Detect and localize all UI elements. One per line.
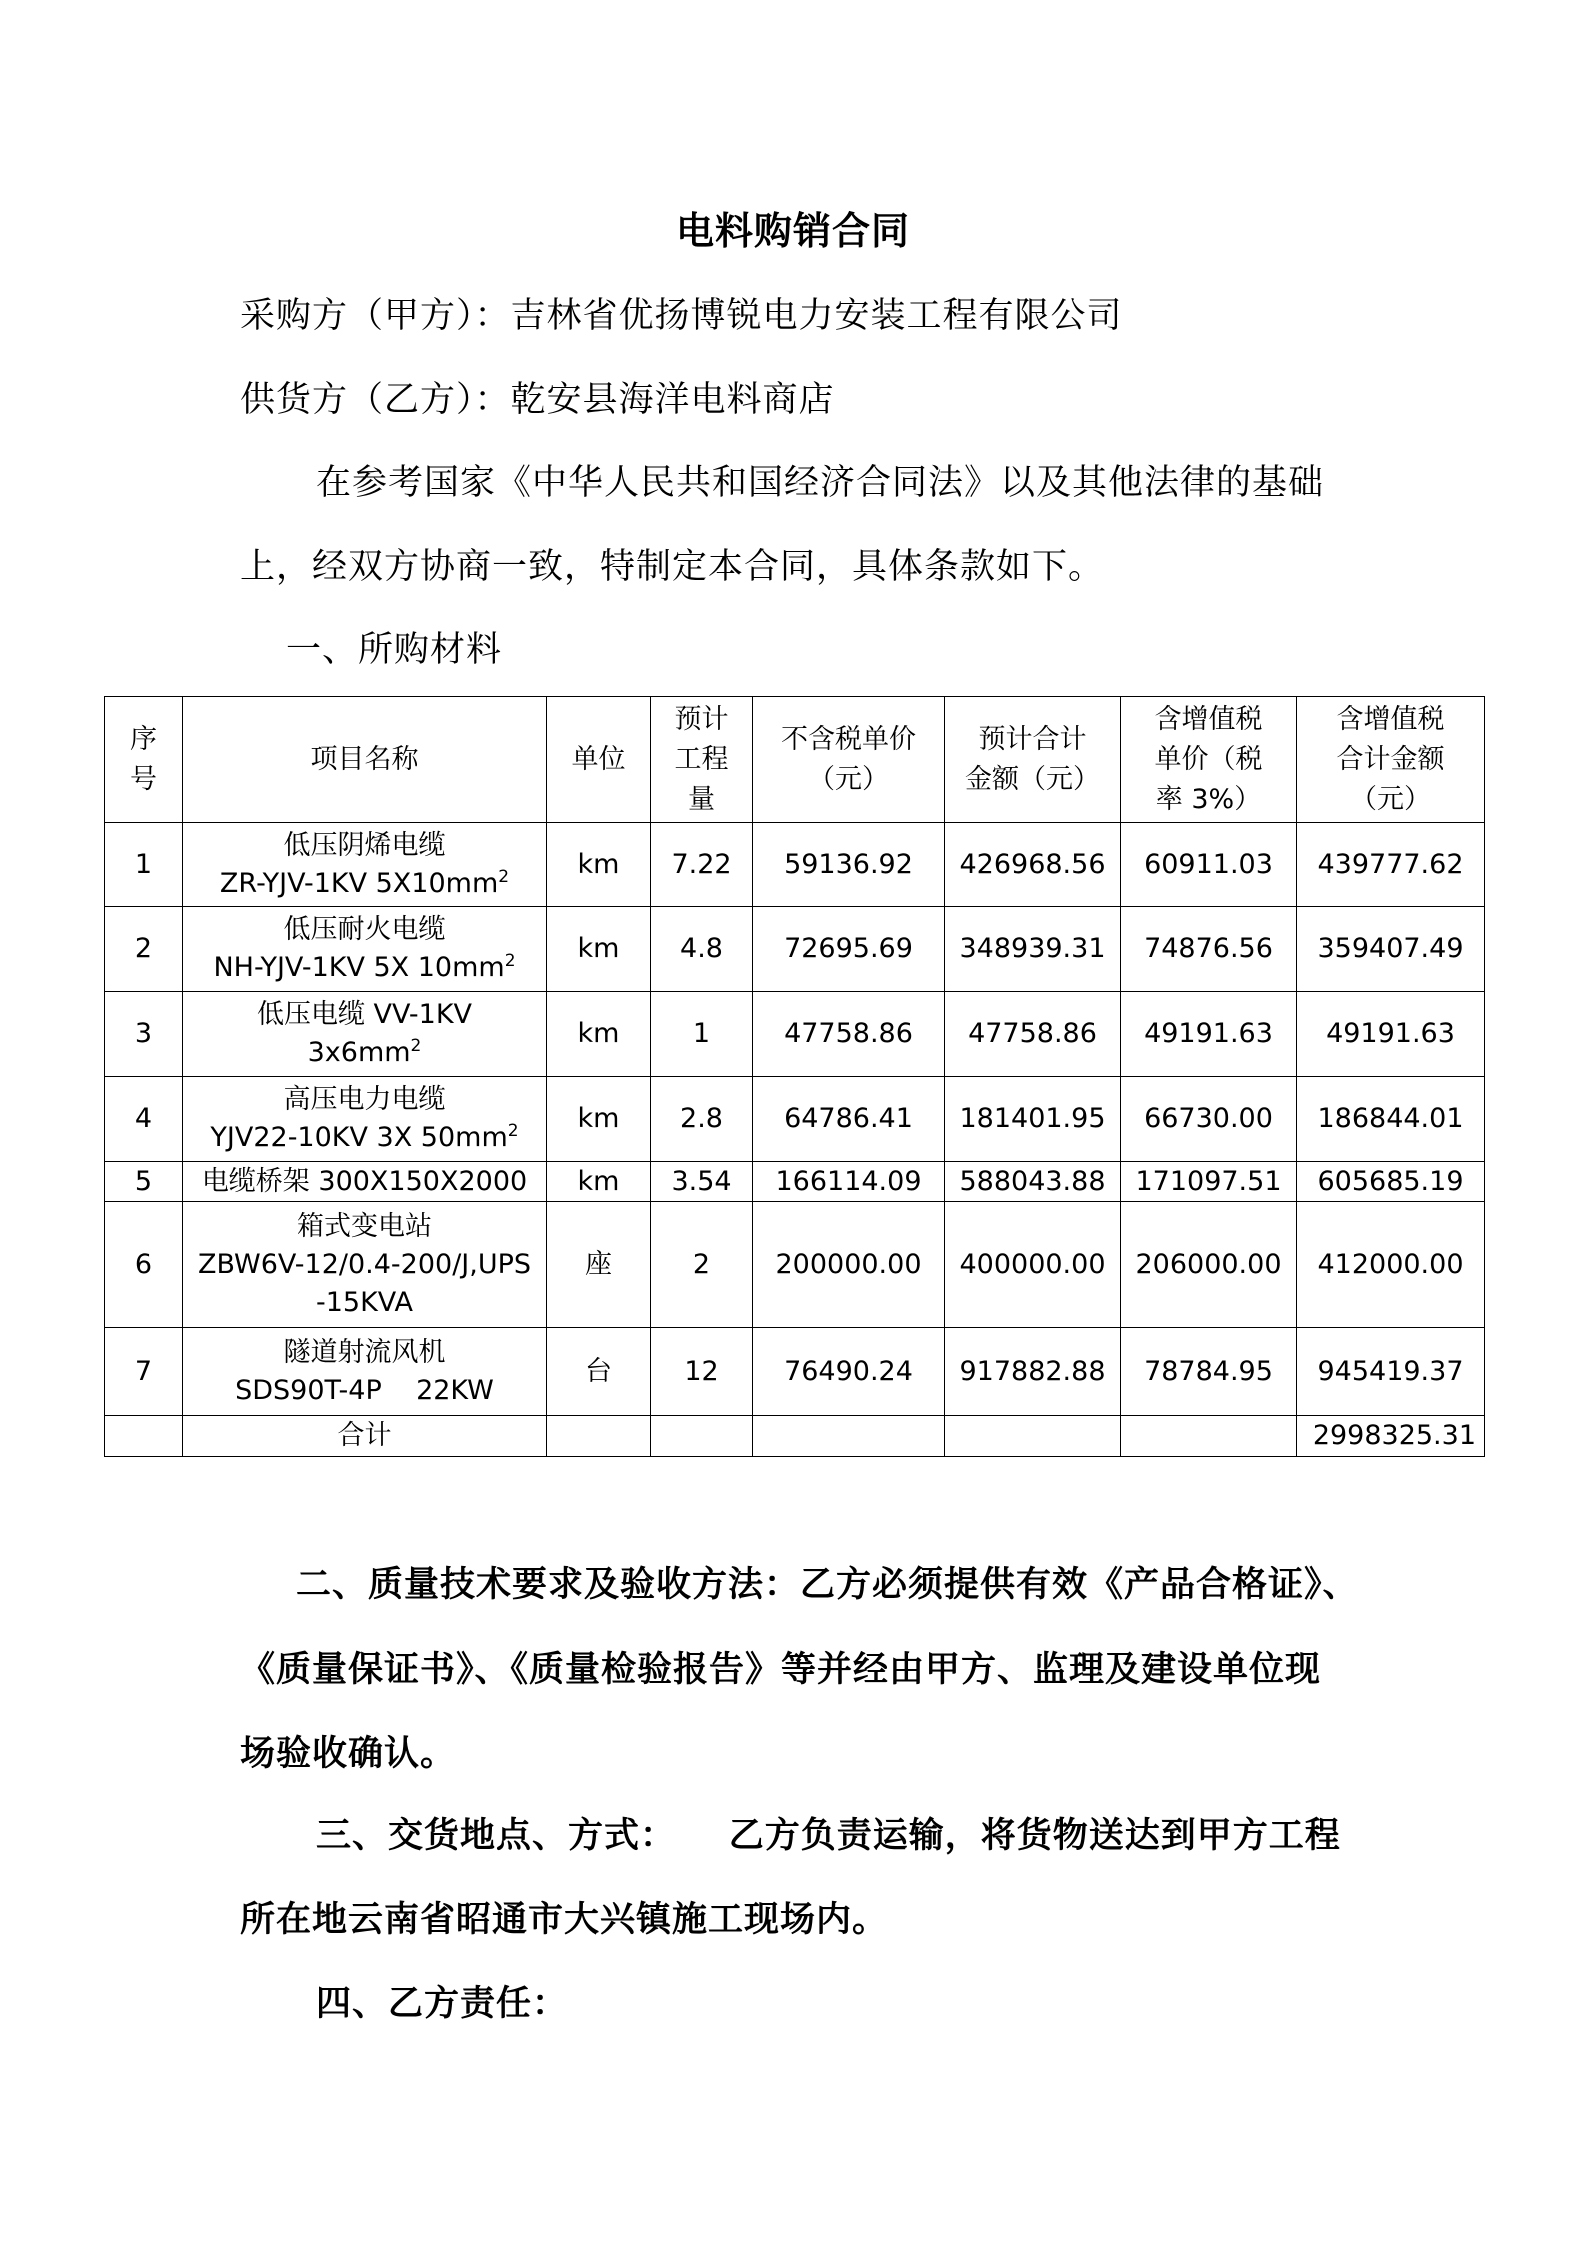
cell-amount <box>945 1416 1121 1457</box>
cell-vat-price: 66730.00 <box>1121 1077 1297 1162</box>
section-1-heading: 一、所购材料 <box>286 630 503 670</box>
cell-name: 箱式变电站 ZBW6V-12/0.4-200/J,UPS -15KVA <box>183 1202 547 1328</box>
cell-seq <box>105 1416 183 1457</box>
cell-unit: km <box>547 1077 651 1162</box>
cell-amount: 426968.56 <box>945 823 1121 907</box>
cell-price: 72695.69 <box>753 907 945 992</box>
materials-table <box>104 696 1485 1457</box>
header-qty: 预计 工程 量 <box>651 697 753 823</box>
cell-price: 200000.00 <box>753 1202 945 1328</box>
cell-seq: 3 <box>105 992 183 1077</box>
cell-vat-price: 49191.63 <box>1121 992 1297 1077</box>
cell-unit: 台 <box>547 1328 651 1416</box>
section-3-line-1: 三、交货地点、方式： 乙方负责运输，将货物送达到甲方工程 <box>316 1816 1341 1856</box>
table-row <box>105 823 1485 907</box>
cell-vat-total: 439777.62 <box>1297 823 1485 907</box>
cell-price: 64786.41 <box>753 1077 945 1162</box>
cell-unit: km <box>547 992 651 1077</box>
table-row <box>105 1202 1485 1328</box>
cell-amount: 588043.88 <box>945 1162 1121 1202</box>
table-row <box>105 1077 1485 1162</box>
total-label: 合计 <box>183 1416 547 1457</box>
document-title: 电料购销合同 <box>675 209 910 253</box>
table-row <box>105 907 1485 992</box>
cell-seq: 6 <box>105 1202 183 1328</box>
cell-amount: 400000.00 <box>945 1202 1121 1328</box>
cell-price: 59136.92 <box>753 823 945 907</box>
cell-amount: 348939.31 <box>945 907 1121 992</box>
cell-amount: 917882.88 <box>945 1328 1121 1416</box>
cell-name: 低压阴烯电缆 ZR-YJV-1KV $5X10mm^2$ <box>183 823 547 907</box>
cell-vat-price <box>1121 1416 1297 1457</box>
cell-price <box>753 1416 945 1457</box>
cell-qty: 12 <box>651 1328 753 1416</box>
buyer-line: 采购方（甲方）：吉林省优扬博锐电力安装工程有限公司 <box>240 296 1123 336</box>
cell-vat-price: 171097.51 <box>1121 1162 1297 1202</box>
cell-qty: 2.8 <box>651 1077 753 1162</box>
total-value: 2998325.31 <box>1297 1416 1485 1457</box>
cell-vat-total: 359407.49 <box>1297 907 1485 992</box>
table-row <box>105 992 1485 1077</box>
section-2-line-1: 二、质量技术要求及验收方法：乙方必须提供有效《产品合格证》、 <box>296 1565 1359 1605</box>
cell-vat-price: 78784.95 <box>1121 1328 1297 1416</box>
supplier-line: 供货方（乙方）：乾安县海洋电料商店 <box>240 380 835 420</box>
cell-seq: 1 <box>105 823 183 907</box>
header-vat-total: 含增值税 合计金额 （元） <box>1297 697 1485 823</box>
cell-amount: 181401.95 <box>945 1077 1121 1162</box>
intro-line-2: 上，经双方协商一致，特制定本合同，具体条款如下。 <box>240 547 1105 587</box>
header-unit: 单位 <box>547 697 651 823</box>
cell-name: 隧道射流风机 SDS90T-4P 22KW <box>183 1328 547 1416</box>
cell-qty: 3.54 <box>651 1162 753 1202</box>
cell-vat-price: 60911.03 <box>1121 823 1297 907</box>
section-2-line-3: 场验收确认。 <box>240 1734 457 1774</box>
cell-amount: 47758.86 <box>945 992 1121 1077</box>
header-seq: 序 号 <box>105 697 183 823</box>
cell-name: 电缆桥架 300X150X2000 <box>183 1162 547 1202</box>
header-name: 项目名称 <box>183 697 547 823</box>
cell-seq: 2 <box>105 907 183 992</box>
cell-vat-total: 49191.63 <box>1297 992 1485 1077</box>
cell-name: 低压耐火电缆 NH-YJV-1KV 5X $10mm^2$ <box>183 907 547 992</box>
cell-vat-total: 605685.19 <box>1297 1162 1485 1202</box>
cell-qty: 1 <box>651 992 753 1077</box>
table-row <box>105 1162 1485 1202</box>
cell-price: 166114.09 <box>753 1162 945 1202</box>
cell-unit: 座 <box>547 1202 651 1328</box>
cell-qty: 4.8 <box>651 907 753 992</box>
intro-line-1: 在参考国家《中华人民共和国经济合同法》以及其他法律的基础 <box>316 463 1325 503</box>
header-amount: 预计合计 金额（元） <box>945 697 1121 823</box>
header-vat-price: 含增值税 单价（税 率 3%） <box>1121 697 1297 823</box>
cell-vat-total: 412000.00 <box>1297 1202 1485 1328</box>
cell-name: 高压电力电缆 YJV22-10KV 3X $50mm^2$ <box>183 1077 547 1162</box>
table-header-row <box>105 697 1485 823</box>
cell-price: 47758.86 <box>753 992 945 1077</box>
cell-name: 低压电缆 VV-1KV $3x6mm^2$ <box>183 992 547 1077</box>
cell-vat-total: 186844.01 <box>1297 1077 1485 1162</box>
cell-unit: km <box>547 1162 651 1202</box>
cell-unit <box>547 1416 651 1457</box>
cell-qty: 2 <box>651 1202 753 1328</box>
cell-price: 76490.24 <box>753 1328 945 1416</box>
cell-vat-price: 74876.56 <box>1121 907 1297 992</box>
section-4-heading: 四、乙方责任： <box>316 1984 569 2024</box>
cell-seq: 7 <box>105 1328 183 1416</box>
cell-seq: 4 <box>105 1077 183 1162</box>
cell-unit: km <box>547 823 651 907</box>
header-price: 不含税单价 （元） <box>753 697 945 823</box>
cell-qty: 7.22 <box>651 823 753 907</box>
cell-unit: km <box>547 907 651 992</box>
section-3-line-2: 所在地云南省昭通市大兴镇施工现场内。 <box>240 1900 889 1940</box>
table-row <box>105 1328 1485 1416</box>
cell-seq: 5 <box>105 1162 183 1202</box>
section-2-line-2: 《质量保证书》、《质量检验报告》等并经由甲方、监理及建设单位现 <box>240 1650 1322 1690</box>
cell-vat-total: 945419.37 <box>1297 1328 1485 1416</box>
table-total-row <box>105 1416 1485 1457</box>
cell-qty <box>651 1416 753 1457</box>
cell-vat-price: 206000.00 <box>1121 1202 1297 1328</box>
